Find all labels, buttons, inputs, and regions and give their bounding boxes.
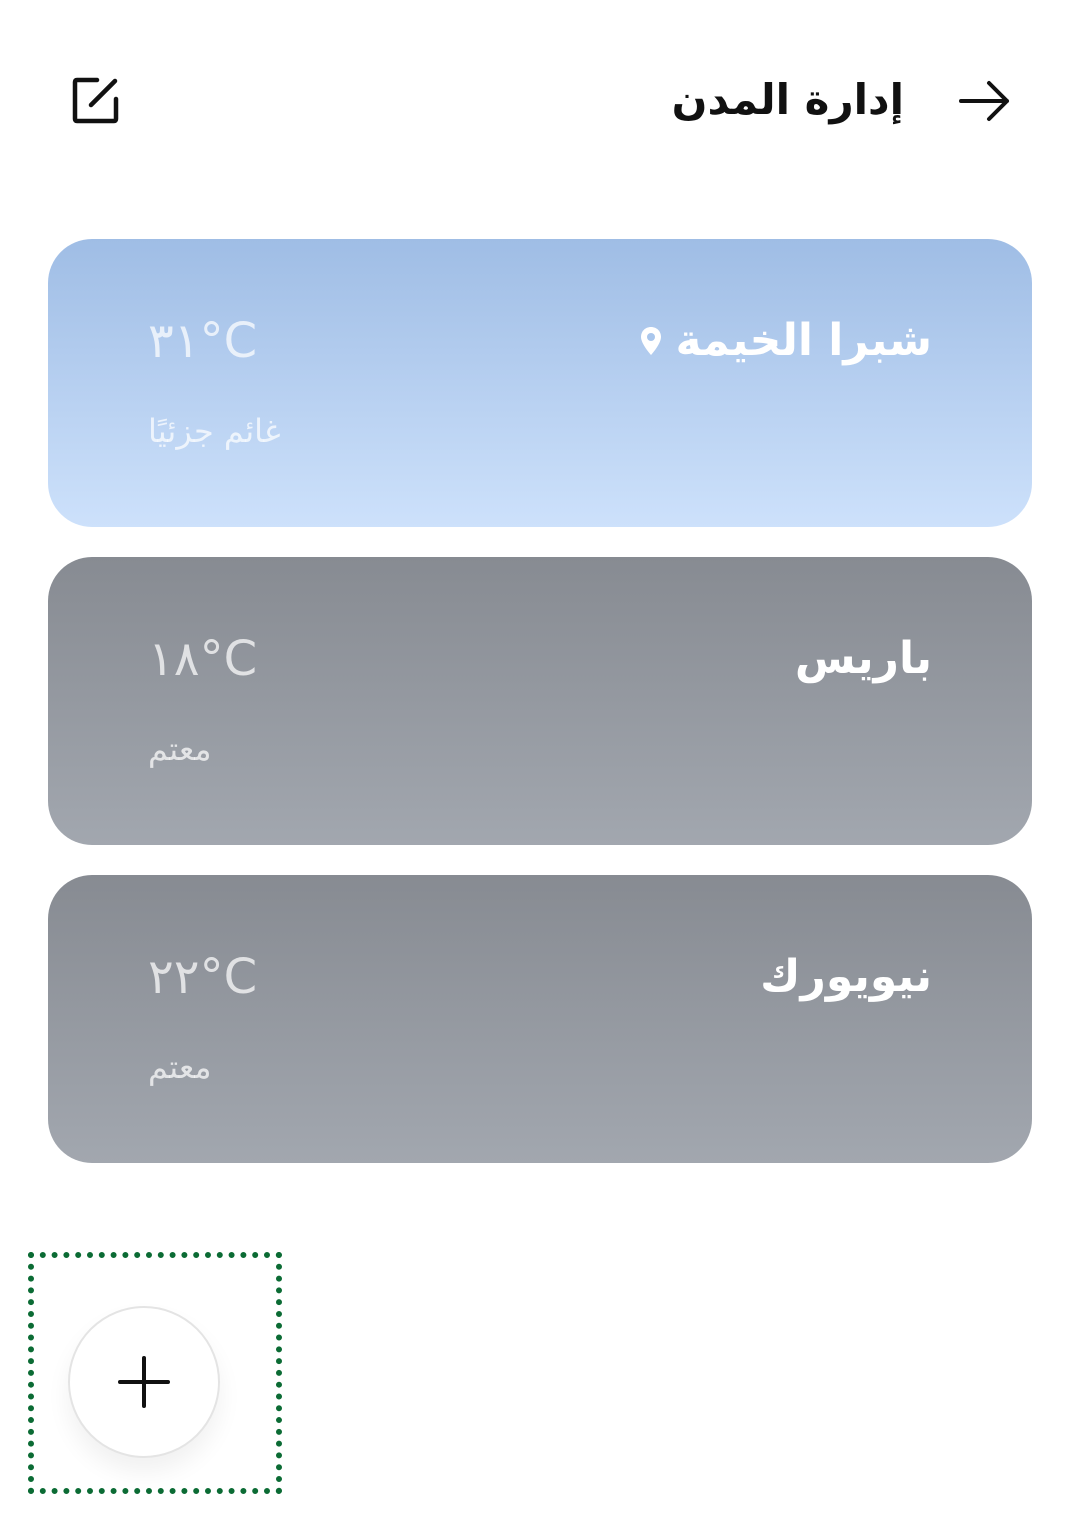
city-name: نيويورك [760, 951, 932, 1002]
page-title: إدارة المدن [671, 75, 904, 124]
temperature: ٢٢°C [148, 949, 258, 1005]
back-button[interactable] [952, 74, 1018, 128]
app-header [0, 0, 1080, 200]
plus-icon [117, 1355, 171, 1409]
location-pin-icon [640, 326, 662, 356]
edit-button[interactable] [62, 66, 130, 134]
city-card-new-york[interactable] [48, 875, 1032, 1163]
weather-condition: غائم جزئيًا [148, 412, 281, 450]
city-name [640, 311, 932, 371]
add-city-button[interactable] [68, 1306, 220, 1458]
city-card-shubra-el-kheima[interactable] [48, 239, 1032, 527]
edit-icon [71, 75, 121, 125]
arrow-right-icon [957, 79, 1013, 123]
city-name: باريس [794, 633, 932, 684]
city-card-paris[interactable] [48, 557, 1032, 845]
temperature: ١٨°C [148, 631, 258, 687]
city-name-label: شبرا الخيمة [675, 315, 932, 366]
weather-condition: معتم [148, 1048, 212, 1086]
weather-condition: معتم [148, 730, 212, 768]
temperature: ٣١°C [148, 313, 258, 369]
